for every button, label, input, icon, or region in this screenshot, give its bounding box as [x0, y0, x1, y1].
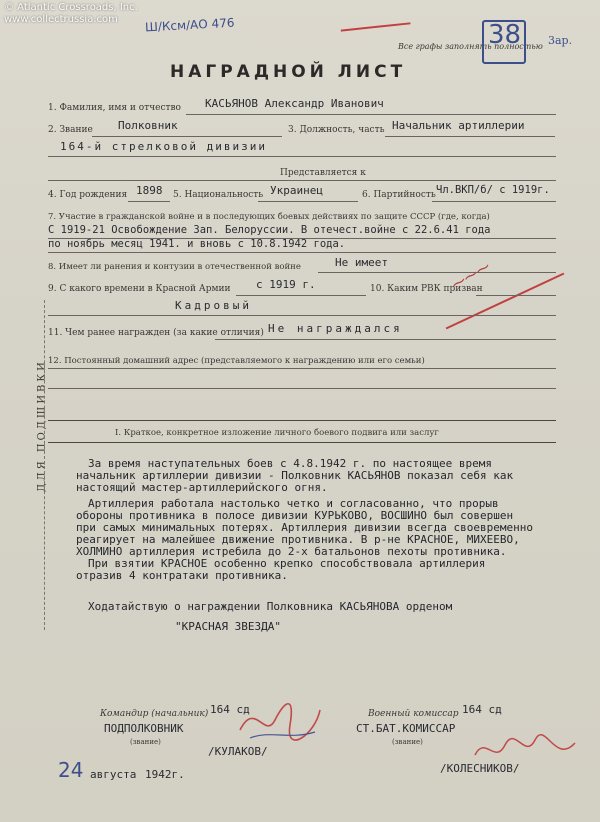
- field-5-line: [258, 201, 358, 202]
- binding-line: [44, 300, 45, 630]
- date-day: 24: [58, 758, 84, 782]
- commander-name: /КУЛАКОВ/: [208, 745, 268, 758]
- field-2-value: Полковник: [118, 119, 178, 132]
- field-2-label: 2. Звание: [48, 125, 93, 135]
- date-month: августа: [90, 768, 137, 781]
- narrative-line: Артиллерия работала настолько четко и согласованно, что прорыв: [88, 497, 499, 510]
- field-12-label: 12. Постоянный домашний адрес (представляемого к награждению или его семьи): [48, 356, 425, 366]
- commander-label: Командир (начальник): [100, 709, 209, 719]
- commissar-rank: СТ.БАТ.КОМИССАР: [356, 722, 456, 735]
- field-1-value: КАСЬЯНОВ Александр Иванович: [205, 97, 384, 110]
- field-8-label: 8. Имеет ли ранения и контузии в отечественной войне: [48, 262, 301, 272]
- watermark: [4, 2, 138, 26]
- field-12-line: [48, 368, 556, 369]
- narrative-line: ХОЛМИНО артиллерия истребила до 2-х батальонов пехоты противника.: [76, 545, 507, 558]
- section-rule-bottom: [48, 442, 556, 443]
- field-10-label: 10. Каким РВК призван: [370, 284, 483, 294]
- field-2-line: [92, 136, 282, 137]
- watermark-line-1: © Atlantic Crossroads, Inc.: [4, 2, 138, 13]
- narrative-line: За время наступательных боев с 4.8.1942 г. по настоящее время: [88, 457, 492, 470]
- commissar-signature: [470, 725, 580, 775]
- field-7-value-1: С 1919-21 Освобождение Зап. Белоруссии. В отечест.войне с 22.6.41 года: [48, 224, 491, 236]
- field-8-line: [318, 272, 556, 273]
- field-11-label: 11. Чем ранее награжден (за какие отличия): [48, 328, 264, 338]
- narrative-paragraph-1: [76, 457, 514, 494]
- corner-number: 38: [488, 20, 522, 50]
- field-12-line-2: [48, 388, 556, 389]
- field-7-line-2: [48, 252, 556, 253]
- presented-line: [48, 180, 556, 181]
- field-7-value-2: по ноябрь месяц 1941. и вновь с 10.8.1942 года.: [48, 238, 346, 250]
- field-3-line-2: [48, 156, 556, 157]
- field-4-line: [128, 201, 170, 202]
- field-3-value: Начальник артиллерии: [392, 119, 525, 132]
- commissar-rank-caption: (звание): [392, 738, 423, 746]
- field-7-label: 7. Участие в гражданской войне и в последующих боевых действиях по защите СССР (где, когда): [48, 212, 490, 222]
- field-5-label: 5. Национальность: [173, 190, 264, 200]
- section-heading: I. Краткое, конкретное изложение личного боевого подвига или заслуг: [115, 428, 439, 438]
- narrative-line: настоящий мастер-артиллерийского огня.: [76, 481, 328, 494]
- narrative-line: начальник артиллерии дивизии - Полковник КАСЬЯНОВ показал себя как: [76, 469, 514, 482]
- field-3-value-2: 164-й стрелковой дивизии: [60, 140, 267, 153]
- narrative-line: реагирует на малейшее движение противника. В р-не КРАСНОЕ, МИХЕЕВО,: [76, 533, 520, 546]
- sidebar-label: ДЛЯ ПОДШИВКИ: [36, 359, 48, 492]
- field-3-line: [385, 136, 555, 137]
- field-4-label: 4. Год рождения: [48, 190, 128, 200]
- commissar-name: /КОЛЕСНИКОВ/: [440, 762, 520, 775]
- red-scribble: [339, 10, 410, 31]
- watermark-line-2: www.collectrussia.com: [4, 14, 118, 25]
- field-11-value: Не награждался: [268, 322, 403, 335]
- section-rule-top: [48, 420, 556, 421]
- commissar-unit: 164 сд: [462, 703, 502, 716]
- field-3-label: 3. Должность, часть: [288, 125, 385, 135]
- field-9-line: [236, 295, 366, 296]
- narrative-line: При взятии КРАСНОЕ особенно крепко способствовала артиллерия: [88, 557, 486, 570]
- presented-label: Представляется к: [280, 168, 366, 178]
- field-11-line: [215, 339, 556, 340]
- petition-line-1: Ходатайствую о награждении Полковника КАСЬЯНОВА орденом: [88, 600, 453, 613]
- field-9-label: 9. С какого времени в Красной Армии: [48, 284, 231, 294]
- date-year: 1942г.: [145, 768, 185, 781]
- field-1-line: [186, 114, 556, 115]
- field-10-line: [476, 295, 556, 296]
- field-6-line: [432, 201, 556, 202]
- field-6-value: Чл.ВКП/б/ с 1919г.: [436, 184, 550, 196]
- red-handwritten-mark: ⁓⁓⁓: [448, 258, 494, 294]
- handwritten-reference: Ш/Ксм/АО 476: [144, 15, 235, 35]
- petition-line-2: "КРАСНАЯ ЗВЕЗДА": [175, 620, 281, 633]
- top-note: Все графы заполнять полностью: [398, 42, 543, 51]
- narrative-line: при самых минимальных потерях. Артиллерия дивизии всегда своевременно: [76, 521, 533, 534]
- field-4-value: 1898: [136, 184, 163, 197]
- commander-unit: 164 сд: [210, 703, 250, 716]
- field-1-label: 1. Фамилия, имя и отчество: [48, 103, 181, 113]
- field-5-value: Украинец: [270, 184, 323, 197]
- page-title: НАГРАДНОЙ ЛИСТ: [170, 62, 407, 82]
- commander-rank: ПОДПОЛКОВНИК: [104, 722, 184, 735]
- field-8-value: Не имеет: [335, 256, 388, 269]
- narrative-line: отразив 4 контратаки противника.: [76, 569, 288, 582]
- corner-suffix: 3ар.: [548, 34, 573, 47]
- commissar-label: Военный комиссар: [368, 709, 459, 719]
- field-10-line-2: [48, 315, 556, 316]
- narrative-line: обороны противника в полосе дивизии КУРЬКОВО, ВОСШИНО был совершен: [76, 509, 514, 522]
- narrative-paragraph-2: [76, 497, 533, 582]
- commander-signature: [235, 690, 325, 750]
- field-6-label: 6. Партийность: [362, 190, 436, 200]
- field-9-value: с 1919 г.: [256, 278, 316, 291]
- field-10-value: Кадровый: [175, 299, 252, 312]
- commander-rank-caption: (звание): [130, 738, 161, 746]
